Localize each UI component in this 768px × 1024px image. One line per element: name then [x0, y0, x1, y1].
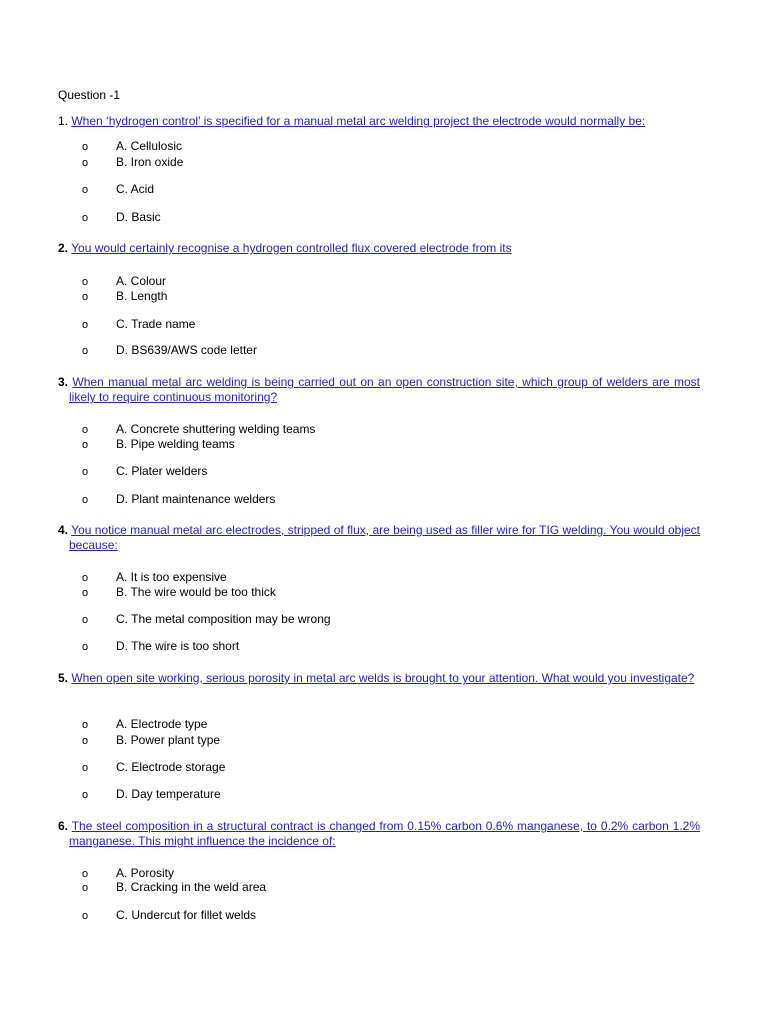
question-1 [58, 114, 700, 129]
answer-option[interactable] [82, 908, 256, 923]
question-2 [58, 241, 700, 256]
option-label: D. Plant maintenance welders [116, 492, 276, 506]
question-number: 2. [58, 241, 69, 255]
answer-option[interactable] [82, 317, 195, 332]
question-number: 1. [58, 114, 69, 128]
option-bullet-icon: o [82, 762, 89, 774]
option-label: B. The wire would be too thick [116, 585, 276, 599]
option-label: D. BS639/AWS code letter [116, 343, 257, 357]
option-bullet-icon: o [82, 184, 89, 196]
option-label: A. Cellulosic [116, 139, 183, 153]
option-label: C. The metal composition may be wrong [116, 612, 331, 626]
answer-option[interactable] [82, 733, 220, 748]
answer-option[interactable] [82, 139, 182, 154]
option-label: B. Length [116, 289, 168, 303]
option-label: A. Colour [116, 274, 167, 288]
option-bullet-icon: o [82, 494, 89, 506]
option-bullet-icon: o [82, 789, 89, 801]
option-label: B. Pipe welding teams [116, 437, 235, 451]
question-number: 4. [58, 523, 69, 537]
answer-option[interactable] [82, 585, 276, 600]
question-4 [58, 523, 701, 553]
answer-option[interactable] [82, 289, 167, 304]
question-text-link[interactable]: When ‘hydrogen control’ is specified for a manual metal arc welding project the electrode would normally be: [71, 114, 646, 128]
answer-option[interactable] [82, 866, 174, 881]
question-5 [58, 671, 700, 686]
option-bullet-icon: o [82, 719, 89, 731]
answer-option[interactable] [82, 492, 275, 507]
option-bullet-icon: o [82, 345, 89, 357]
option-bullet-icon: o [82, 868, 89, 880]
option-bullet-icon: o [82, 882, 89, 894]
option-bullet-icon: o [82, 735, 89, 747]
answer-option[interactable] [82, 182, 154, 197]
option-label: C. Trade name [116, 317, 196, 331]
option-label: B. Cracking in the weld area [116, 880, 267, 894]
option-label: D. Basic [116, 210, 161, 224]
option-bullet-icon: o [82, 319, 89, 331]
option-label: C. Plater welders [116, 464, 208, 478]
answer-option[interactable] [82, 612, 331, 627]
option-label: C. Electrode storage [116, 760, 226, 774]
answer-option[interactable] [82, 274, 166, 289]
option-bullet-icon: o [82, 587, 89, 599]
answer-option[interactable] [82, 787, 221, 802]
answer-option[interactable] [82, 437, 235, 452]
question-text-link[interactable]: You notice manual metal arc electrodes, stripped of flux, are being used as filler wire for TIG welding. You would object because: [69, 523, 701, 552]
option-bullet-icon: o [82, 439, 89, 451]
option-bullet-icon: o [82, 614, 89, 626]
option-bullet-icon: o [82, 641, 89, 653]
answer-option[interactable] [82, 760, 225, 775]
answer-option[interactable] [82, 155, 183, 170]
answer-option[interactable] [82, 422, 315, 437]
answer-option[interactable] [82, 880, 266, 895]
option-bullet-icon: o [82, 910, 89, 922]
option-label: B. Power plant type [116, 733, 221, 747]
option-bullet-icon: o [82, 212, 89, 224]
question-text-link[interactable]: When open site working, serious porosity in metal arc welds is brought to your attention. What would you investigate? [71, 671, 695, 685]
option-label: A. Electrode type [116, 717, 208, 731]
question-3 [58, 375, 700, 405]
option-label: A. It is too expensive [116, 570, 227, 584]
question-number: 6. [58, 819, 69, 833]
option-label: B. Iron oxide [116, 155, 184, 169]
question-text-link[interactable]: The steel composition in a structural contract is changed from 0.15% carbon 0.6% manganese, to 0.2% carbon 1.2% manganese. This might influence the incidence of: [69, 819, 700, 848]
option-label: D. The wire is too short [116, 639, 240, 653]
option-bullet-icon: o [82, 424, 89, 436]
answer-option[interactable] [82, 717, 207, 732]
option-label: C. Undercut for fillet welds [116, 908, 257, 922]
option-bullet-icon: o [82, 291, 89, 303]
question-6 [58, 819, 700, 849]
option-label: C. Acid [116, 182, 155, 196]
answer-option[interactable] [82, 210, 161, 225]
question-number: 5. [58, 671, 69, 685]
answer-option[interactable] [82, 570, 227, 585]
answer-option[interactable] [82, 639, 239, 654]
option-label: A. Porosity [116, 866, 175, 880]
option-label: A. Concrete shuttering welding teams [116, 422, 316, 436]
question-text-link[interactable]: You would certainly recognise a hydrogen controlled flux covered electrode from its [71, 241, 512, 255]
answer-option[interactable] [82, 343, 257, 358]
question-text-link[interactable]: When manual metal arc welding is being carried out on an open construction site, which group of welders are most likely to require continuous monitoring? [69, 375, 700, 404]
option-bullet-icon: o [82, 141, 89, 153]
option-label: D. Day temperature [116, 787, 221, 801]
section-heading: Question -1 [58, 88, 121, 102]
option-bullet-icon: o [82, 572, 89, 584]
option-bullet-icon: o [82, 276, 89, 288]
option-bullet-icon: o [82, 466, 89, 478]
answer-option[interactable] [82, 464, 207, 479]
option-bullet-icon: o [82, 157, 89, 169]
question-number: 3. [58, 375, 69, 389]
